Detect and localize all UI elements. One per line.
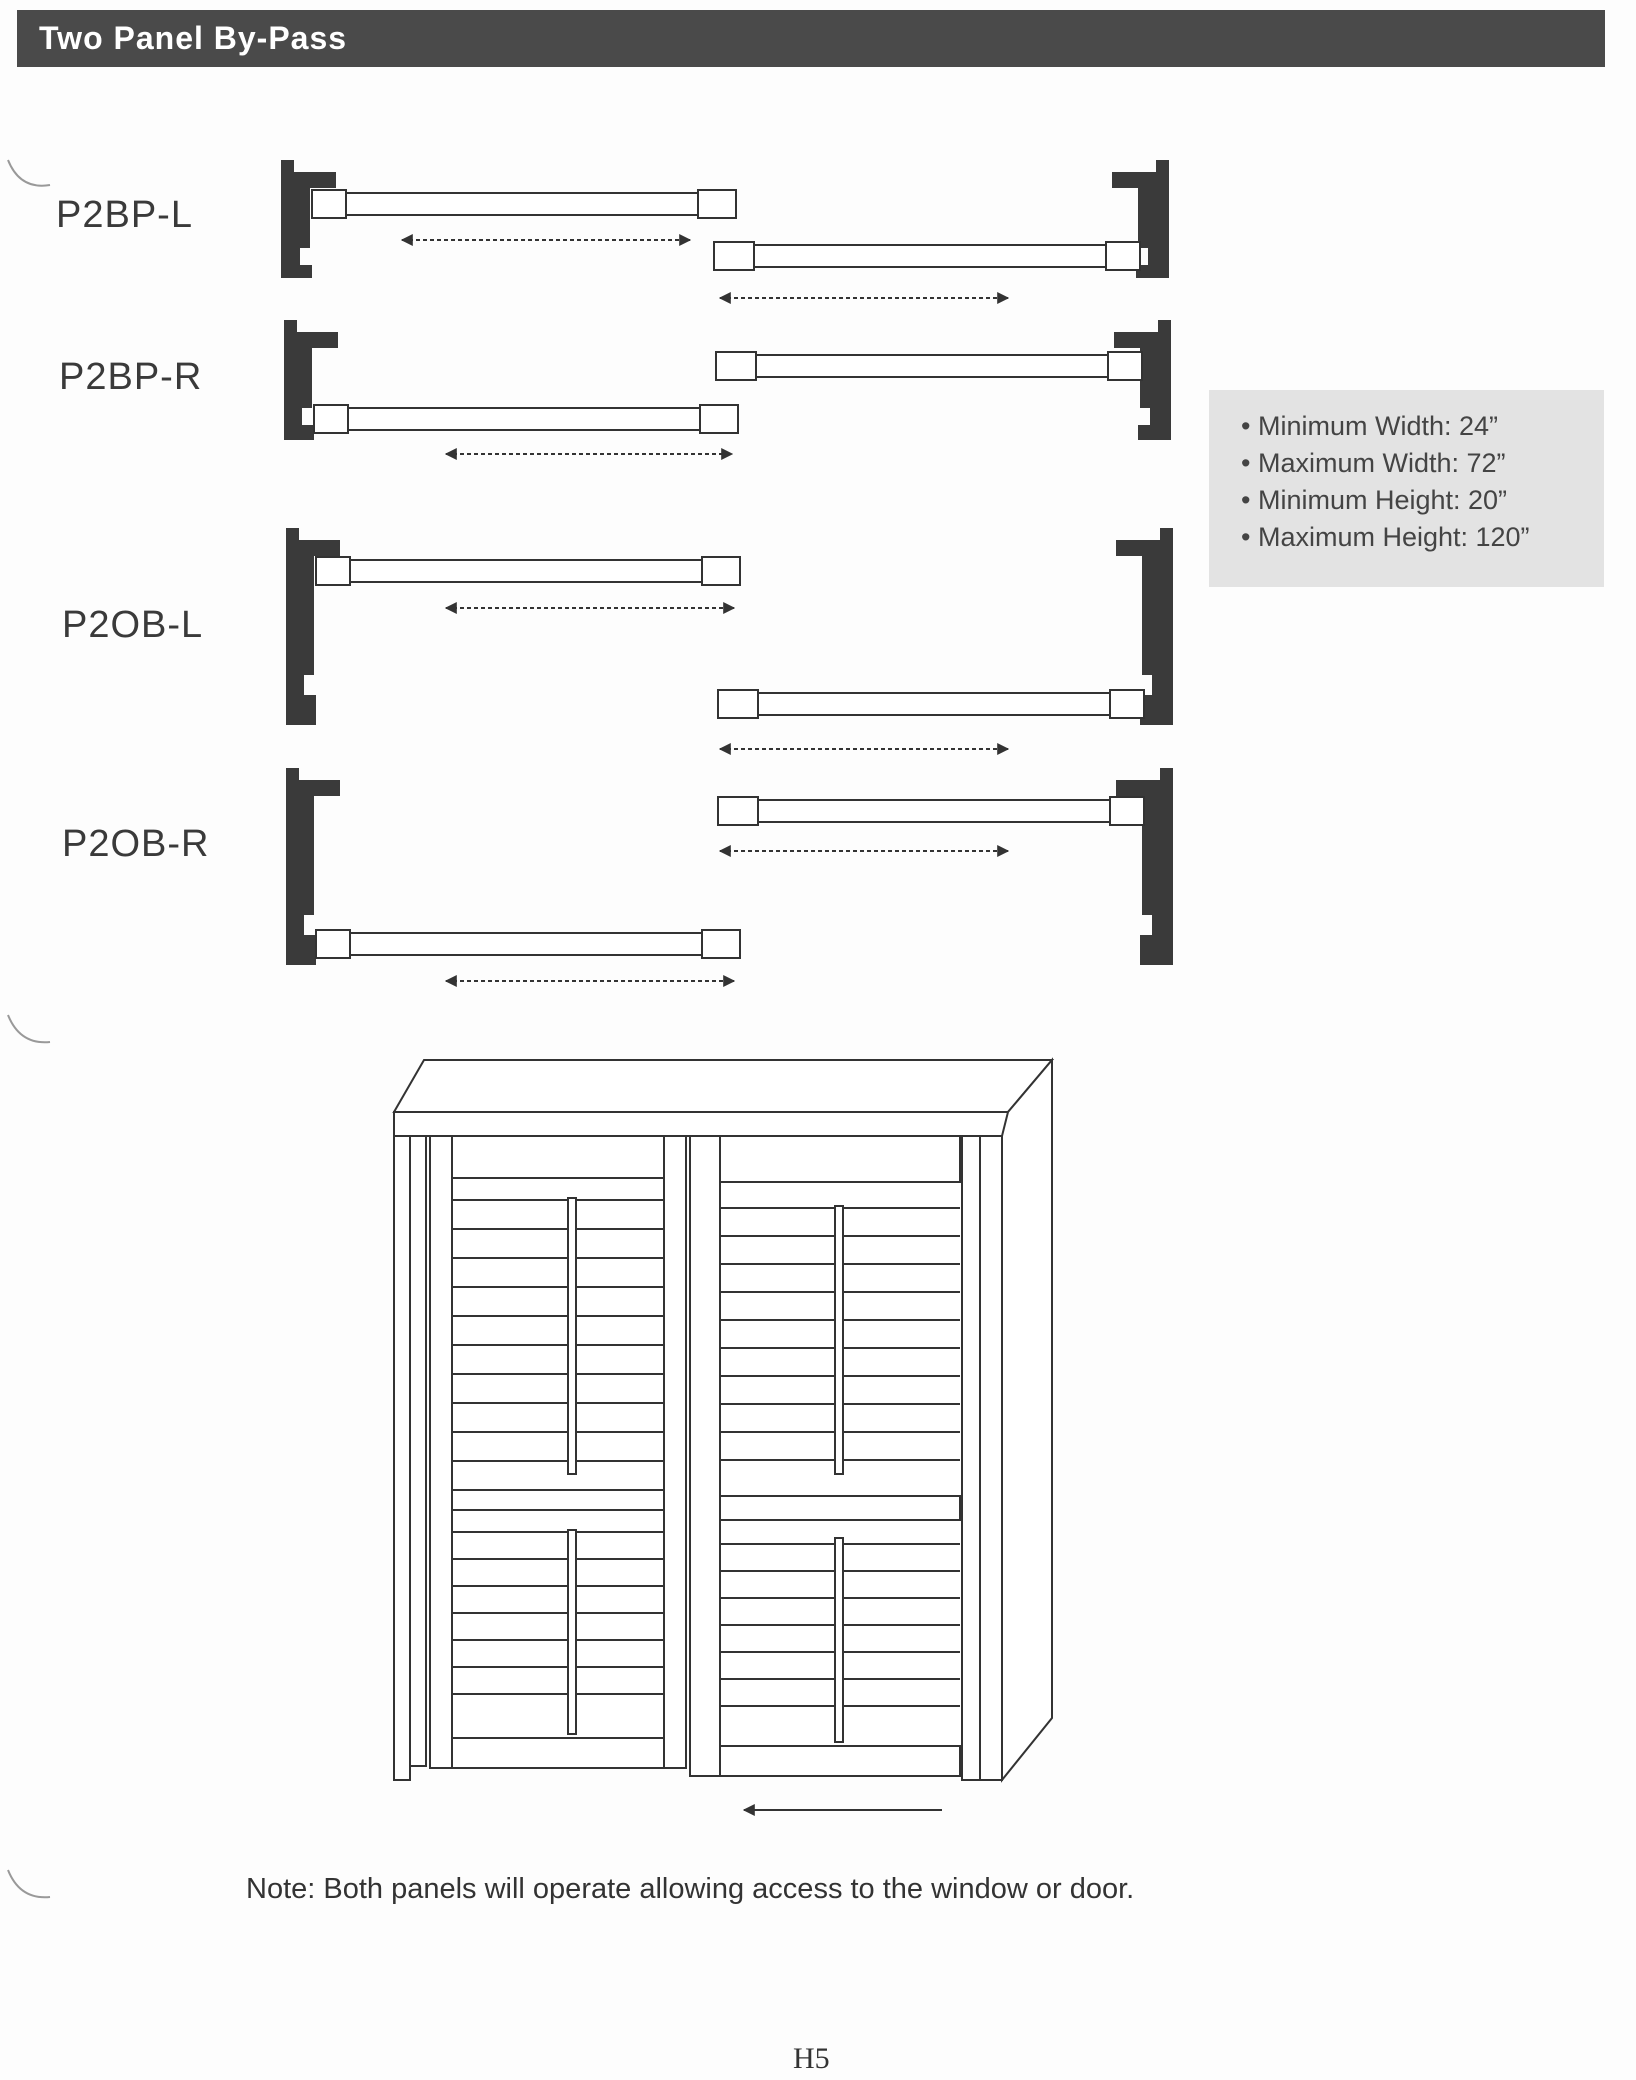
spec-box xyxy=(1209,390,1604,587)
spec-max-width: • Maximum Width: 72” xyxy=(1241,448,1506,478)
binder-mark xyxy=(8,160,50,186)
note-text: Note: Both panels will operate allowing access to the window or door. xyxy=(246,1873,1135,1905)
binder-mark xyxy=(8,1015,50,1042)
spec-min-width: • Minimum Width: 24” xyxy=(1241,411,1499,441)
config-label-p2ob-r: P2OB-R xyxy=(62,823,210,865)
binder-mark xyxy=(8,1870,50,1897)
spec-list xyxy=(1209,390,1604,556)
bypass-shutter-illustration xyxy=(394,1060,1052,1780)
diagram-p2bp-l xyxy=(281,160,1169,298)
diagram-p2bp-r xyxy=(284,320,1171,454)
diagram-p2ob-l xyxy=(286,528,1173,749)
config-label-p2bp-r: P2BP-R xyxy=(59,356,203,398)
spec-min-height: • Minimum Height: 20” xyxy=(1241,485,1508,515)
page-number: H5 xyxy=(793,2042,830,2075)
config-label-p2ob-l: P2OB-L xyxy=(62,604,204,646)
config-label-p2bp-l: P2BP-L xyxy=(56,194,193,236)
section-title: Two Panel By-Pass xyxy=(39,20,348,56)
diagram-p2ob-r xyxy=(286,768,1173,981)
spec-max-height: • Maximum Height: 120” xyxy=(1241,522,1530,552)
